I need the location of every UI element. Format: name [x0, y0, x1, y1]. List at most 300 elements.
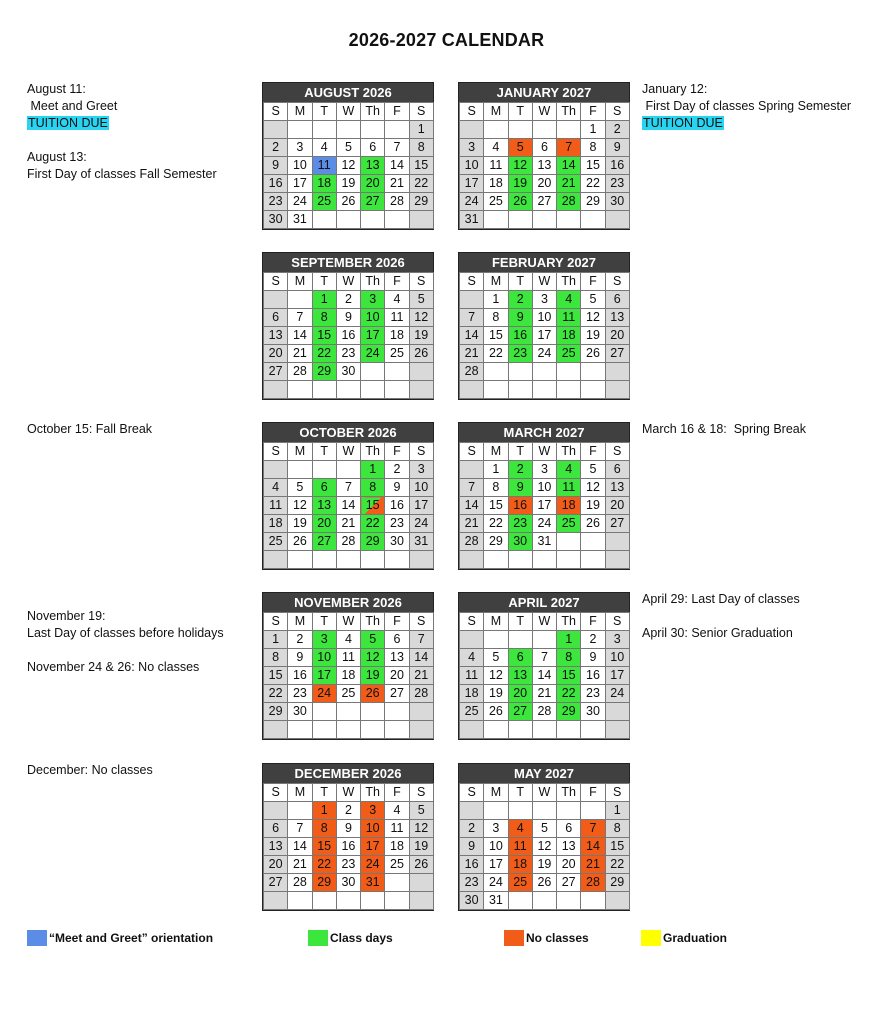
day-cell: 5 — [508, 139, 532, 157]
week-row — [460, 157, 630, 175]
day-cell: 22 — [312, 856, 336, 874]
day-cell: 18 — [312, 175, 336, 193]
day-cell: 19 — [288, 515, 312, 533]
day-cell: 6 — [264, 820, 288, 838]
day-cell: 24 — [312, 685, 336, 703]
day-cell: 30 — [581, 703, 605, 721]
weekday-label: T — [508, 443, 532, 461]
legend-label: “Meet and Greet” orientation — [49, 931, 214, 945]
empty-cell — [312, 461, 336, 479]
empty-cell — [557, 551, 581, 569]
empty-cell — [532, 363, 556, 381]
day-cell: 16 — [508, 497, 532, 515]
week-row — [460, 631, 630, 649]
day-cell: 7 — [288, 309, 312, 327]
week-row — [460, 193, 630, 211]
weekday-label: F — [385, 103, 409, 121]
day-cell: 10 — [460, 157, 484, 175]
empty-cell — [361, 211, 385, 229]
day-cell: 16 — [288, 667, 312, 685]
weekday-row — [264, 613, 434, 631]
week-row — [264, 461, 434, 479]
empty-cell — [532, 631, 556, 649]
empty-cell — [484, 551, 508, 569]
note-event: Meet and Greet — [27, 99, 118, 113]
day-cell: 26 — [361, 685, 385, 703]
day-cell: 6 — [532, 139, 556, 157]
day-cell: 12 — [532, 838, 556, 856]
day-cell: 5 — [581, 291, 605, 309]
day-cell: 5 — [409, 802, 433, 820]
day-cell: 13 — [605, 309, 629, 327]
week-row — [460, 381, 630, 399]
day-cell: 11 — [557, 309, 581, 327]
day-cell: 11 — [460, 667, 484, 685]
week-row — [264, 363, 434, 381]
empty-cell — [385, 721, 409, 739]
empty-cell — [409, 892, 433, 910]
day-cell: 2 — [460, 820, 484, 838]
empty-cell — [484, 121, 508, 139]
day-cell: 14 — [409, 649, 433, 667]
empty-cell — [605, 363, 629, 381]
day-cell: 8 — [361, 479, 385, 497]
empty-cell — [605, 211, 629, 229]
day-cell: 27 — [532, 193, 556, 211]
empty-cell — [312, 211, 336, 229]
day-cell: 12 — [409, 820, 433, 838]
day-cell: 30 — [264, 211, 288, 229]
day-cell: 21 — [460, 345, 484, 363]
weekday-label: F — [385, 613, 409, 631]
month-header: AUGUST 2026 — [263, 83, 433, 102]
day-cell: 6 — [557, 820, 581, 838]
day-cell: 22 — [581, 175, 605, 193]
weekday-label: M — [288, 784, 312, 802]
month-may-2027 — [458, 763, 630, 911]
day-cell: 8 — [557, 649, 581, 667]
empty-cell — [336, 892, 360, 910]
day-cell: 6 — [605, 291, 629, 309]
day-cell: 25 — [557, 515, 581, 533]
weekday-label: S — [409, 613, 433, 631]
day-cell: 20 — [385, 667, 409, 685]
day-cell: 1 — [312, 291, 336, 309]
day-cell: 19 — [409, 327, 433, 345]
day-cell: 24 — [484, 874, 508, 892]
empty-cell — [508, 381, 532, 399]
empty-cell — [288, 721, 312, 739]
empty-cell — [532, 892, 556, 910]
month-header: OCTOBER 2026 — [263, 423, 433, 442]
weekday-label: T — [508, 613, 532, 631]
day-cell: 29 — [409, 193, 433, 211]
day-cell: 25 — [312, 193, 336, 211]
day-cell: 1 — [409, 121, 433, 139]
day-cell: 11 — [336, 649, 360, 667]
day-cell: 4 — [336, 631, 360, 649]
note-text: April 30: Senior Graduation — [642, 626, 793, 640]
day-cell: 27 — [264, 874, 288, 892]
day-cell: 11 — [385, 820, 409, 838]
day-cell: 25 — [264, 533, 288, 551]
day-cell: 19 — [484, 685, 508, 703]
day-cell: 24 — [361, 856, 385, 874]
weekday-label: W — [336, 273, 360, 291]
weekday-row — [460, 273, 630, 291]
week-row — [460, 838, 630, 856]
day-cell: 23 — [508, 515, 532, 533]
note-november-19 — [27, 608, 224, 642]
note-event: First Day of classes Spring Semester — [642, 99, 852, 113]
week-row — [264, 649, 434, 667]
empty-cell — [336, 121, 360, 139]
day-cell: 13 — [264, 327, 288, 345]
day-cell: 22 — [409, 175, 433, 193]
day-cell: 21 — [409, 667, 433, 685]
day-cell: 20 — [557, 856, 581, 874]
day-cell: 16 — [336, 838, 360, 856]
day-cell: 15 — [312, 838, 336, 856]
week-row — [460, 309, 630, 327]
day-cell: 4 — [312, 139, 336, 157]
empty-cell — [409, 551, 433, 569]
empty-cell — [336, 381, 360, 399]
empty-cell — [557, 211, 581, 229]
day-cell: 8 — [484, 309, 508, 327]
week-row — [264, 721, 434, 739]
empty-cell — [508, 892, 532, 910]
day-cell: 30 — [460, 892, 484, 910]
day-cell: 11 — [557, 479, 581, 497]
week-row — [264, 838, 434, 856]
empty-cell — [385, 211, 409, 229]
day-cell: 10 — [312, 649, 336, 667]
day-cell: 12 — [361, 649, 385, 667]
empty-cell — [288, 551, 312, 569]
day-cell: 28 — [385, 193, 409, 211]
day-cell: 13 — [532, 157, 556, 175]
legend-label: Graduation — [663, 931, 728, 945]
week-row — [264, 121, 434, 139]
day-cell: 31 — [532, 533, 556, 551]
day-cell: 22 — [264, 685, 288, 703]
week-row — [460, 327, 630, 345]
weekday-label: W — [532, 103, 556, 121]
day-cell: 7 — [557, 139, 581, 157]
empty-cell — [557, 892, 581, 910]
weekday-label: S — [460, 443, 484, 461]
empty-cell — [264, 802, 288, 820]
day-cell: 11 — [312, 157, 336, 175]
weekday-label: F — [385, 273, 409, 291]
day-cell: 29 — [605, 874, 629, 892]
week-row — [264, 533, 434, 551]
day-cell: 29 — [264, 703, 288, 721]
weekday-row — [264, 103, 434, 121]
day-cell: 3 — [605, 631, 629, 649]
weekday-label: M — [288, 273, 312, 291]
day-cell: 16 — [264, 175, 288, 193]
day-cell: 20 — [264, 856, 288, 874]
day-cell: 4 — [264, 479, 288, 497]
empty-cell — [409, 211, 433, 229]
day-cell: 20 — [508, 685, 532, 703]
day-cell: 23 — [264, 193, 288, 211]
day-cell: 18 — [264, 515, 288, 533]
month-jan-2027 — [458, 82, 630, 230]
month-feb-2027 — [458, 252, 630, 400]
page-title: 2026-2027 CALENDAR — [348, 30, 545, 50]
day-cell: 17 — [460, 175, 484, 193]
weekday-label: W — [532, 443, 556, 461]
empty-cell — [460, 121, 484, 139]
tuition-due-badge: TUITION DUE — [28, 116, 108, 130]
day-cell: 29 — [581, 193, 605, 211]
empty-cell — [532, 121, 556, 139]
day-cell: 9 — [460, 838, 484, 856]
day-cell: 3 — [532, 461, 556, 479]
day-cell: 22 — [557, 685, 581, 703]
empty-cell — [484, 211, 508, 229]
day-cell: 25 — [385, 856, 409, 874]
day-cell: 28 — [336, 533, 360, 551]
day-cell: 1 — [484, 291, 508, 309]
month-header: FEBRUARY 2027 — [459, 253, 629, 272]
empty-cell — [532, 721, 556, 739]
day-cell: 20 — [361, 175, 385, 193]
day-cell: 14 — [288, 838, 312, 856]
day-cell: 15 — [557, 667, 581, 685]
week-row — [460, 363, 630, 381]
weekday-label: T — [508, 273, 532, 291]
week-row — [264, 631, 434, 649]
day-cell: 10 — [361, 820, 385, 838]
day-cell: 31 — [361, 874, 385, 892]
day-cell: 29 — [484, 533, 508, 551]
day-cell: 9 — [264, 157, 288, 175]
week-row — [264, 309, 434, 327]
day-cell: 17 — [484, 856, 508, 874]
week-row — [460, 175, 630, 193]
day-cell: 21 — [532, 685, 556, 703]
day-cell: 13 — [508, 667, 532, 685]
day-cell: 27 — [508, 703, 532, 721]
day-cell: 24 — [532, 515, 556, 533]
day-cell: 21 — [288, 345, 312, 363]
empty-cell — [460, 721, 484, 739]
day-cell: 7 — [532, 649, 556, 667]
day-cell: 21 — [385, 175, 409, 193]
day-cell: 9 — [605, 139, 629, 157]
day-cell: 9 — [336, 820, 360, 838]
note-event: Last Day of classes before holidays — [27, 626, 224, 640]
day-cell: 21 — [557, 175, 581, 193]
day-cell: 9 — [508, 479, 532, 497]
day-cell: 6 — [385, 631, 409, 649]
week-row — [460, 479, 630, 497]
day-cell: 15 — [409, 157, 433, 175]
empty-cell — [508, 631, 532, 649]
day-cell: 17 — [361, 838, 385, 856]
day-cell: 16 — [581, 667, 605, 685]
day-cell: 5 — [532, 820, 556, 838]
empty-cell — [288, 802, 312, 820]
day-cell: 18 — [557, 327, 581, 345]
day-cell: 2 — [508, 291, 532, 309]
empty-cell — [336, 721, 360, 739]
day-cell: 22 — [484, 345, 508, 363]
legend-swatch-noclass — [504, 930, 524, 946]
week-row — [264, 381, 434, 399]
day-cell: 20 — [312, 515, 336, 533]
weekday-label: Th — [361, 273, 385, 291]
weekday-label: S — [409, 784, 433, 802]
weekday-label: S — [264, 103, 288, 121]
day-cell: 2 — [336, 291, 360, 309]
weekday-label: S — [264, 784, 288, 802]
empty-cell — [581, 381, 605, 399]
empty-cell — [605, 381, 629, 399]
day-cell: 15 — [312, 327, 336, 345]
empty-cell — [288, 291, 312, 309]
weekday-label: F — [581, 273, 605, 291]
week-row — [264, 874, 434, 892]
day-cell: 3 — [460, 139, 484, 157]
day-cell: 4 — [508, 820, 532, 838]
week-row — [460, 685, 630, 703]
week-row — [460, 703, 630, 721]
day-cell: 3 — [312, 631, 336, 649]
week-row — [460, 345, 630, 363]
day-cell: 4 — [385, 291, 409, 309]
empty-cell — [557, 381, 581, 399]
empty-cell — [581, 363, 605, 381]
weekday-label: F — [385, 784, 409, 802]
day-cell: 24 — [409, 515, 433, 533]
day-cell: 2 — [508, 461, 532, 479]
week-row — [264, 685, 434, 703]
day-cell: 25 — [385, 345, 409, 363]
weekday-label: M — [484, 613, 508, 631]
day-cell: 10 — [288, 157, 312, 175]
day-cell: 20 — [605, 327, 629, 345]
empty-cell — [361, 121, 385, 139]
day-cell: 20 — [532, 175, 556, 193]
day-cell: 17 — [532, 497, 556, 515]
day-cell: 16 — [460, 856, 484, 874]
empty-cell — [605, 533, 629, 551]
tuition-due-badge: TUITION DUE — [643, 116, 723, 130]
weekday-label: S — [460, 784, 484, 802]
month-oct-2026 — [262, 422, 434, 570]
weekday-label: S — [605, 613, 629, 631]
day-cell: 12 — [508, 157, 532, 175]
day-cell: 17 — [605, 667, 629, 685]
day-cell: 6 — [361, 139, 385, 157]
day-cell: 5 — [288, 479, 312, 497]
day-cell: 20 — [605, 497, 629, 515]
weekday-label: F — [581, 443, 605, 461]
weekday-label: S — [460, 613, 484, 631]
empty-cell — [264, 461, 288, 479]
day-cell: 12 — [288, 497, 312, 515]
empty-cell — [460, 802, 484, 820]
day-cell: 14 — [460, 497, 484, 515]
weekday-label: S — [264, 443, 288, 461]
legend-label: Class days — [330, 931, 393, 945]
day-cell: 28 — [532, 703, 556, 721]
weekday-label: M — [484, 273, 508, 291]
day-cell: 30 — [288, 703, 312, 721]
day-cell: 8 — [484, 479, 508, 497]
day-cell: 6 — [264, 309, 288, 327]
day-cell: 31 — [460, 211, 484, 229]
day-cell: 24 — [361, 345, 385, 363]
day-cell: 25 — [508, 874, 532, 892]
weekday-label: T — [312, 103, 336, 121]
day-cell: 19 — [532, 856, 556, 874]
day-cell: 30 — [385, 533, 409, 551]
empty-cell — [409, 363, 433, 381]
day-cell: 19 — [508, 175, 532, 193]
day-cell: 19 — [581, 497, 605, 515]
day-cell: 5 — [361, 631, 385, 649]
day-cell: 22 — [312, 345, 336, 363]
weekday-label: M — [288, 103, 312, 121]
note-date: January 12: — [642, 82, 708, 96]
empty-cell — [409, 703, 433, 721]
day-cell: 29 — [361, 533, 385, 551]
day-cell: 26 — [288, 533, 312, 551]
day-cell: 1 — [557, 631, 581, 649]
month-dec-2026 — [262, 763, 434, 911]
day-cell: 16 — [385, 497, 409, 515]
day-cell: 28 — [288, 363, 312, 381]
week-row — [460, 515, 630, 533]
day-cell: 7 — [460, 309, 484, 327]
empty-cell — [532, 211, 556, 229]
note-august-11 — [27, 81, 117, 132]
day-cell: 3 — [361, 802, 385, 820]
day-cell: 21 — [336, 515, 360, 533]
weekday-label: F — [581, 784, 605, 802]
weekday-label: S — [460, 103, 484, 121]
empty-cell — [361, 551, 385, 569]
empty-cell — [361, 363, 385, 381]
empty-cell — [288, 121, 312, 139]
empty-cell — [605, 721, 629, 739]
empty-cell — [484, 802, 508, 820]
week-row — [460, 121, 630, 139]
empty-cell — [508, 802, 532, 820]
empty-cell — [312, 381, 336, 399]
weekday-label: W — [336, 443, 360, 461]
week-row — [264, 802, 434, 820]
day-cell: 30 — [336, 363, 360, 381]
day-cell: 9 — [336, 309, 360, 327]
weekday-label: Th — [361, 443, 385, 461]
weekday-label: M — [484, 103, 508, 121]
day-cell: 4 — [557, 461, 581, 479]
weekday-label: W — [336, 613, 360, 631]
note-april-30 — [642, 625, 793, 642]
day-cell: 10 — [532, 309, 556, 327]
day-cell: 9 — [288, 649, 312, 667]
day-cell: 16 — [336, 327, 360, 345]
weekday-label: S — [409, 273, 433, 291]
day-cell: 18 — [557, 497, 581, 515]
